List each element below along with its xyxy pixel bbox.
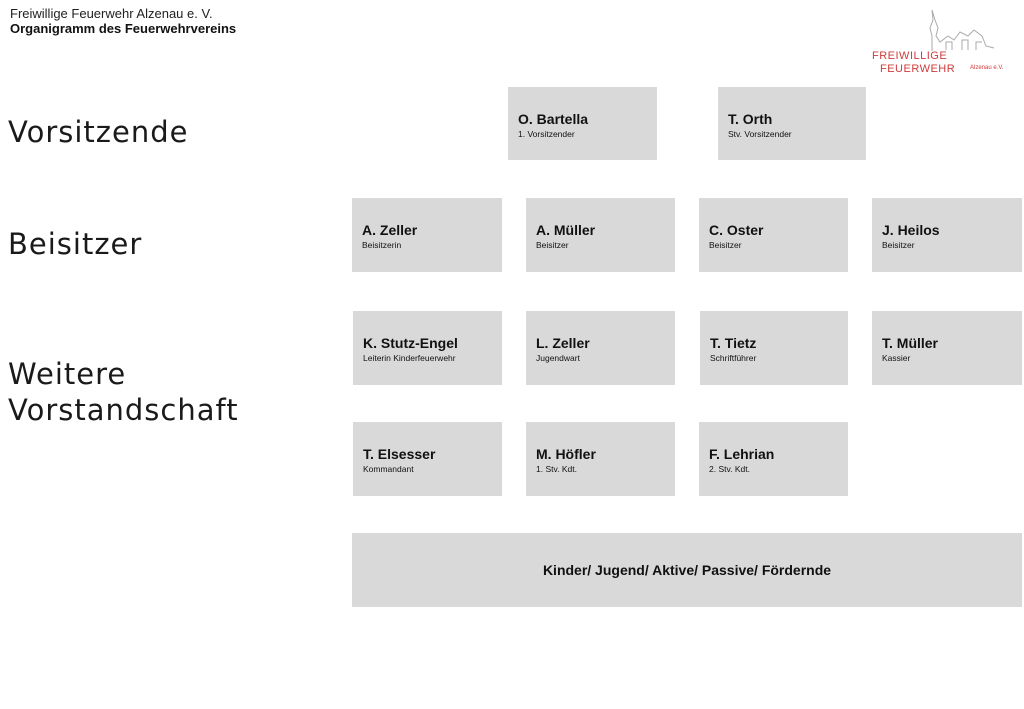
member-box <box>352 198 502 272</box>
member-role: Kassier <box>882 353 911 363</box>
member-name: J. Heilos <box>882 222 940 238</box>
member-box <box>508 87 657 160</box>
member-role: Jugendwart <box>536 353 580 363</box>
member-name: C. Oster <box>709 222 764 238</box>
member-name: T. Müller <box>882 335 939 351</box>
member-name: F. Lehrian <box>709 446 775 462</box>
member-role: Leiterin Kinderfeuerwehr <box>363 353 456 363</box>
section-label-weitere-line2: Vorstandschaft <box>8 393 239 427</box>
member-role: Kommandant <box>363 464 414 474</box>
logo-text-line1: FREIWILLIGE <box>872 50 948 62</box>
member-name: K. Stutz-Engel <box>363 335 458 351</box>
member-role: Beisitzerin <box>362 240 402 250</box>
member-role: Schriftführer <box>710 353 757 363</box>
member-box <box>699 422 848 496</box>
member-box <box>353 311 502 385</box>
membership-base-box <box>352 533 1022 607</box>
member-role: Beisitzer <box>882 240 915 250</box>
member-name: O. Bartella <box>518 111 589 127</box>
header <box>10 6 236 36</box>
member-role: Beisitzer <box>536 240 569 250</box>
member-box <box>872 198 1022 272</box>
member-name: A. Müller <box>536 222 596 238</box>
member-role: 1. Vorsitzender <box>518 129 575 139</box>
member-role: Stv. Vorsitzender <box>728 129 792 139</box>
logo-text-line3: Alzenau e.V. <box>970 65 1004 71</box>
member-name: M. Höfler <box>536 446 596 462</box>
member-name: T. Elsesser <box>363 446 436 462</box>
member-box <box>526 422 675 496</box>
member-name: L. Zeller <box>536 335 590 351</box>
section-label-beisitzer: Beisitzer <box>8 227 143 261</box>
member-role: 1. Stv. Kdt. <box>536 464 577 474</box>
chart-title: Organigramm des Feuerwehrvereins <box>10 21 237 36</box>
member-box <box>872 311 1022 385</box>
member-box <box>353 422 502 496</box>
member-box <box>526 311 675 385</box>
member-role: Beisitzer <box>709 240 742 250</box>
member-name: A. Zeller <box>362 222 418 238</box>
logo-text-line2: FEUERWEHR <box>880 63 956 75</box>
castle-outline-icon <box>902 6 1002 54</box>
member-box <box>526 198 675 272</box>
organization-name: Freiwillige Feuerwehr Alzenau e. V. <box>10 6 213 21</box>
member-box <box>700 311 848 385</box>
section-label-weitere-line1: Weitere <box>8 357 127 391</box>
member-role: 2. Stv. Kdt. <box>709 464 750 474</box>
member-name: T. Orth <box>728 111 773 127</box>
member-box <box>718 87 866 160</box>
section-label-vorsitzende: Vorsitzende <box>8 115 189 149</box>
section-label-weitere <box>8 356 239 428</box>
membership-base-label: Kinder/ Jugend/ Aktive/ Passive/ Fördernde <box>542 562 832 578</box>
member-box <box>699 198 848 272</box>
fire-brigade-logo <box>862 6 1022 78</box>
member-name: T. Tietz <box>710 335 757 351</box>
